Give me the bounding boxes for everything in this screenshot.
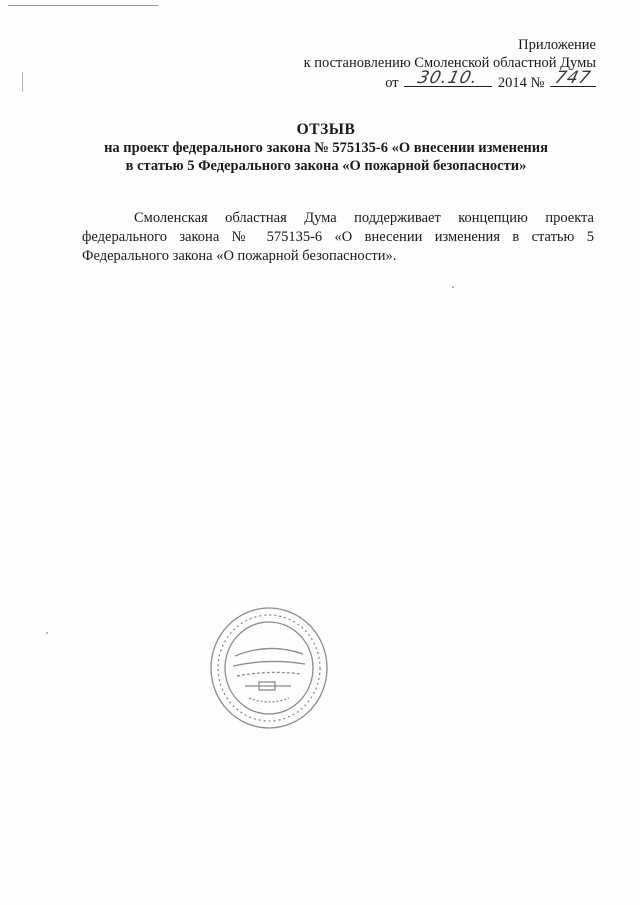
appendix-label: Приложение <box>518 37 596 53</box>
body-paragraph: Смоленская областная Дума поддерживает концепцию проекта федерального закона № 575135-6 «О внесении изменения в статью 5 Федерального закона «О пожарной безопасности». <box>82 210 594 264</box>
scan-edge-line <box>8 5 158 6</box>
appendix-resolution: к постановлению Смоленской областной Думы <box>303 55 596 71</box>
stamp-text-stroke <box>237 672 301 676</box>
title-line-2: в статью 5 Федерального закона «О пожарной безопасности» <box>125 158 527 174</box>
scan-speck <box>452 286 454 288</box>
stamp-inner-ring <box>225 622 313 714</box>
number-fill-line <box>550 68 596 88</box>
stamp-outer-ring <box>211 608 327 728</box>
official-seal-stamp <box>205 602 335 732</box>
handwritten-number: 747 <box>552 68 594 88</box>
handwritten-date: 30.10. <box>415 68 481 88</box>
stamp-text-stroke <box>235 648 303 656</box>
scan-speck <box>46 632 48 634</box>
year-number-label: 2014 № <box>497 75 545 91</box>
stamp-lettering-band <box>218 615 320 721</box>
scan-margin-mark <box>22 72 23 92</box>
document-title <box>60 121 592 175</box>
title-line-1: на проект федерального закона № 575135-6 «О внесении изменения <box>104 140 548 156</box>
stamp-text-stroke <box>249 698 289 702</box>
title-heading: ОТЗЫВ <box>296 121 356 138</box>
date-fill-line <box>404 68 492 88</box>
stamp-text-stroke <box>233 661 305 666</box>
appendix-date-line <box>304 68 596 92</box>
date-prefix: от <box>385 75 399 91</box>
appendix-header <box>304 36 596 92</box>
